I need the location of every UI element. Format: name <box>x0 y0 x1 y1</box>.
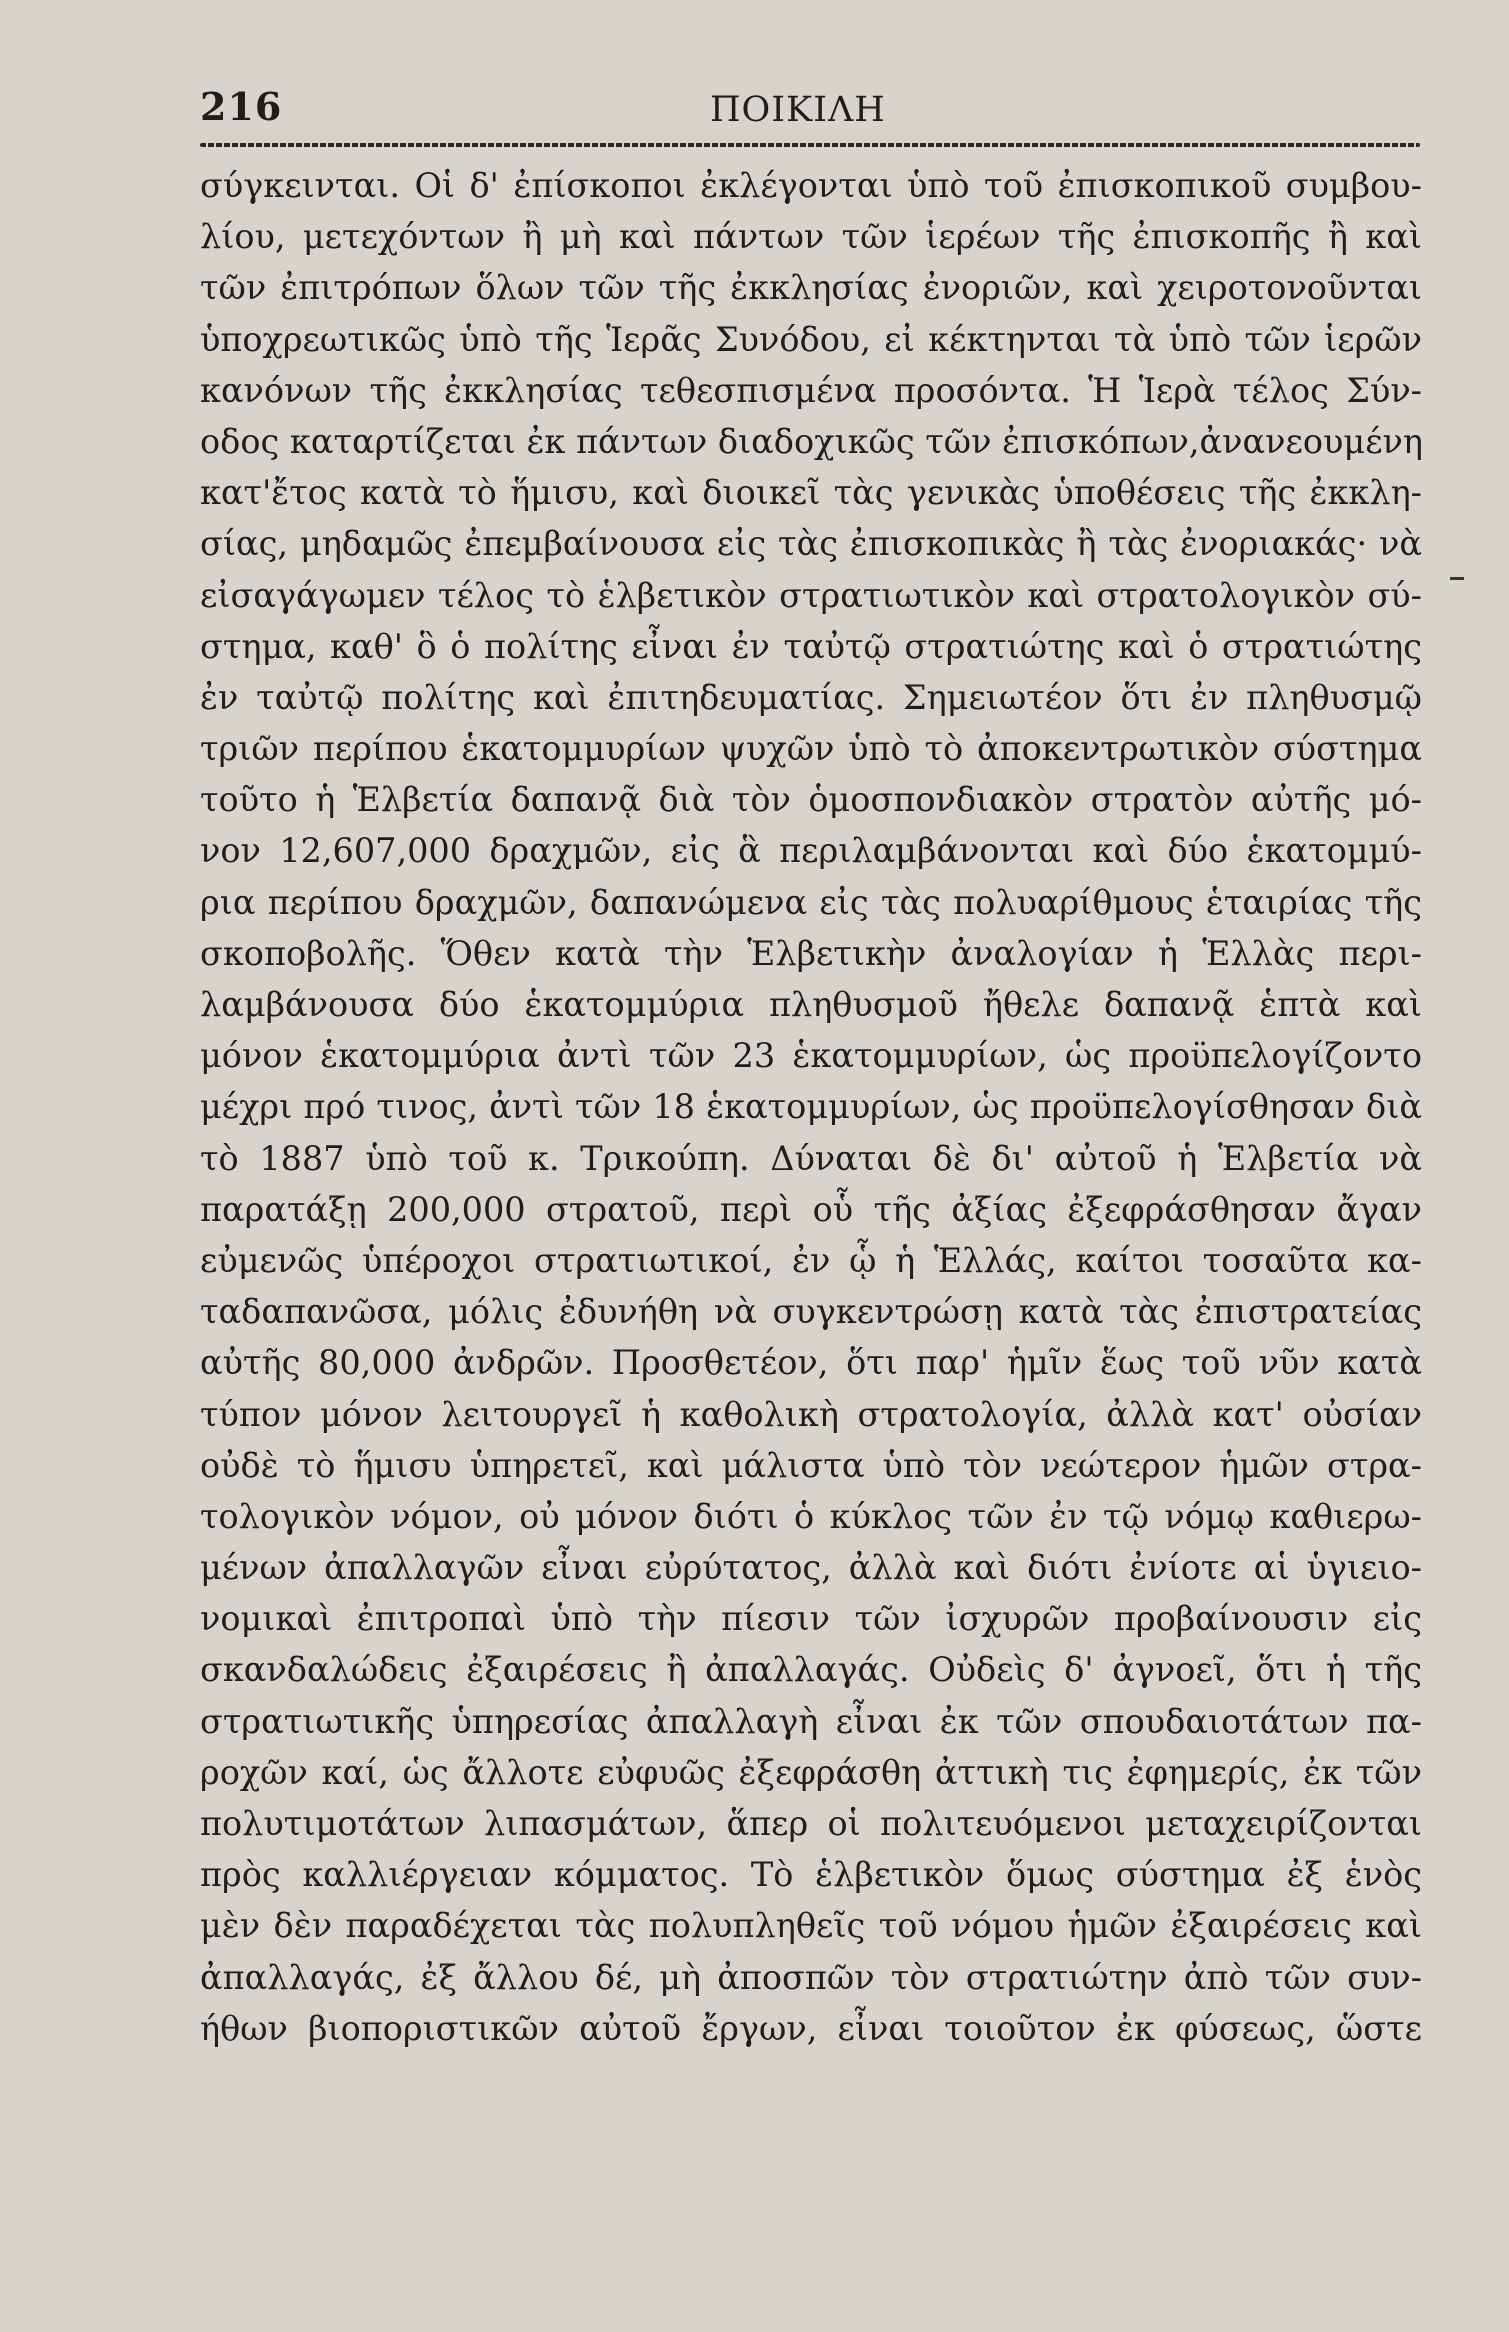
page-number: 216 <box>200 84 283 129</box>
text-line: τολογικὸν νόμον, οὐ μόνον διότι ὁ κύκλος τῶν ἐν τῷ νόμῳ καθιερω- <box>200 1496 1422 1536</box>
text-line: μόνον ἑκατομμύρια ἀντὶ τῶν 23 ἑκατομμυρίων, ὡς προϋπελογίζοντο <box>200 1036 1422 1076</box>
text-line: σύγκεινται. Οἱ δ' ἐπίσκοποι ἐκλέγονται ὑπὸ τοῦ ἐπισκοπικοῦ συμβου- <box>200 166 1422 205</box>
text-line: τὸ 1887 ὑπὸ τοῦ κ. Τρικούπη. Δύναται δὲ δι' αὐτοῦ ἡ Ἑλβετία νὰ <box>200 1138 1422 1178</box>
text-line: παρατάξῃ 200,000 στρατοῦ, περὶ οὗ τῆς ἀξίας ἐξεφράσθησαν ἄγαν <box>200 1189 1422 1229</box>
text-line: ροχῶν καί, ὡς ἄλλοτε εὐφυῶς ἐξεφράσθη ἀττικὴ τις ἐφημερίς, ἐκ τῶν <box>200 1752 1422 1792</box>
text-line: κανόνων τῆς ἐκκλησίας τεθεσπισμένα προσόντα. Ἡ Ἱερὰ τέλος Σύν- <box>200 370 1422 410</box>
text-line: μὲν δὲν παραδέχεται τὰς πολυπληθεῖς τοῦ νόμου ἡμῶν ἐξαιρέσεις καὶ <box>200 1906 1422 1946</box>
text-line: στημα, καθ' ὃ ὁ πολίτης εἶναι ἐν ταὐτῷ στρατιώτης καὶ ὁ στρατιώτης <box>200 626 1422 666</box>
text-line: τῶν ἐπιτρόπων ὅλων τῶν τῆς ἐκκλησίας ἐνοριῶν, καὶ χειροτονοῦνται <box>200 268 1422 308</box>
text-line: ἀπαλλαγάς, ἐξ ἄλλου δέ, μὴ ἀποσπῶν τὸν στρατιώτην ἀπὸ τῶν συν- <box>200 1957 1422 1997</box>
text-line: σκανδαλώδεις ἐξαιρέσεις ἢ ἀπαλλαγάς. Οὐδεὶς δ' ἀγνοεῖ, ὅτι ἡ τῆς <box>200 1650 1422 1690</box>
text-line: εὐμενῶς ὑπέροχοι στρατιωτικοί, ἐν ᾧ ἡ Ἑλλάς, καίτοι τοσαῦτα κα- <box>200 1240 1422 1280</box>
text-line: τύπον μόνον λειτουργεῖ ἡ καθολικὴ στρατολογία, ἀλλὰ κατ' οὐσίαν <box>200 1394 1422 1434</box>
text-line: πολυτιμοτάτων λιπασμάτων, ἅπερ οἱ πολιτευόμενοι μεταχειρίζονται <box>200 1804 1422 1843</box>
running-title: ΠΟΙΚΙΛΗ <box>710 90 886 130</box>
text-line: ὑποχρεωτικῶς ὑπὸ τῆς Ἱερᾶς Συνόδου, εἰ κέκτηνται τὰ ὑπὸ τῶν ἱερῶν <box>200 319 1422 359</box>
text-line: λαμβάνουσα δύο ἑκατομμύρια πληθυσμοῦ ἤθελε δαπανᾷ ἑπτὰ καὶ <box>200 985 1422 1024</box>
page-header <box>200 84 1420 140</box>
header-rule <box>200 143 1420 147</box>
text-line: τριῶν περίπου ἑκατομμυρίων ψυχῶν ὑπὸ τὸ ἀποκεντρωτικὸν σύστημα <box>200 729 1422 769</box>
text-line: μένων ἀπαλλαγῶν εἶναι εὐρύτατος, ἀλλὰ καὶ διότι ἐνίοτε αἱ ὑγιειο- <box>200 1548 1422 1588</box>
text-line: στρατιωτικῆς ὑπηρεσίας ἀπαλλαγὴ εἶναι ἐκ τῶν σπουδαιοτάτων πα- <box>200 1701 1422 1741</box>
text-line: νον 12,607,000 δραχμῶν, εἰς ἃ περιλαμβάνονται καὶ δύο ἑκατομμύ- <box>200 831 1422 871</box>
text-line: νομικαὶ ἐπιτροπαὶ ὑπὸ τὴν πίεσιν τῶν ἰσχυρῶν προβαίνουσιν εἰς <box>200 1599 1422 1639</box>
text-line: σκοποβολῆς. Ὅθεν κατὰ τὴν Ἑλβετικὴν ἀναλογίαν ἡ Ἑλλὰς περι- <box>200 933 1422 973</box>
text-line: ρια περίπου δραχμῶν, δαπανώμενα εἰς τὰς πολυαρίθμους ἑταιρίας τῆς <box>200 882 1422 922</box>
text-line: λίου, μετεχόντων ἢ μὴ καὶ πάντων τῶν ἱερέων τῆς ἐπισκοπῆς ἢ καὶ <box>200 217 1422 257</box>
text-line: σίας, μηδαμῶς ἐπεμβαίνουσα εἰς τὰς ἐπισκοπικὰς ἢ τὰς ἐνοριακάς· νὰ <box>200 524 1422 564</box>
text-line: αὐτῆς 80,000 ἀνδρῶν. Προσθετέον, ὅτι παρ' ἡμῖν ἕως τοῦ νῦν κατὰ <box>200 1343 1422 1383</box>
margin-mark <box>1450 577 1464 580</box>
text-line: εἰσαγάγωμεν τέλος τὸ ἑλβετικὸν στρατιωτικὸν καὶ στρατολογικὸν σύ- <box>200 575 1422 615</box>
text-line: οὐδὲ τὸ ἥμισυ ὑπηρετεῖ, καὶ μάλιστα ὑπὸ τὸν νεώτερον ἡμῶν στρα- <box>200 1445 1422 1485</box>
body-text <box>200 160 1422 2054</box>
text-line: μέχρι πρό τινος, ἀντὶ τῶν 18 ἑκατομμυρίων, ὡς προϋπελογίσθησαν διὰ <box>200 1087 1422 1127</box>
text-line: κατ'ἔτος κατὰ τὸ ἥμισυ, καὶ διοικεῖ τὰς γενικὰς ὑποθέσεις τῆς ἐκκλη- <box>200 473 1422 513</box>
text-line: τοῦτο ἡ Ἑλβετία δαπανᾷ διὰ τὸν ὁμοσπονδιακὸν στρατὸν αὐτῆς μό- <box>200 780 1422 820</box>
text-line: οδος καταρτίζεται ἐκ πάντων διαδοχικῶς τῶν ἐπισκόπων,ἀνανεουμένη <box>200 421 1423 461</box>
text-line: πρὸς καλλιέργειαν κόμματος. Τὸ ἑλβετικὸν ὅμως σύστημα ἐξ ἑνὸς <box>200 1855 1422 1895</box>
text-line: ήθων βιοποριστικῶν αὐτοῦ ἔργων, εἶναι τοιοῦτον ἐκ φύσεως, ὥστε <box>200 2008 1422 2048</box>
text-line: ταδαπανῶσα, μόλις ἐδυνήθη νὰ συγκεντρώσῃ κατὰ τὰς ἐπιστρατείας <box>200 1292 1422 1332</box>
text-line: ἐν ταὐτῷ πολίτης καὶ ἐπιτηδευματίας. Σημειωτέον ὅτι ἐν πληθυσμῷ <box>200 677 1422 717</box>
